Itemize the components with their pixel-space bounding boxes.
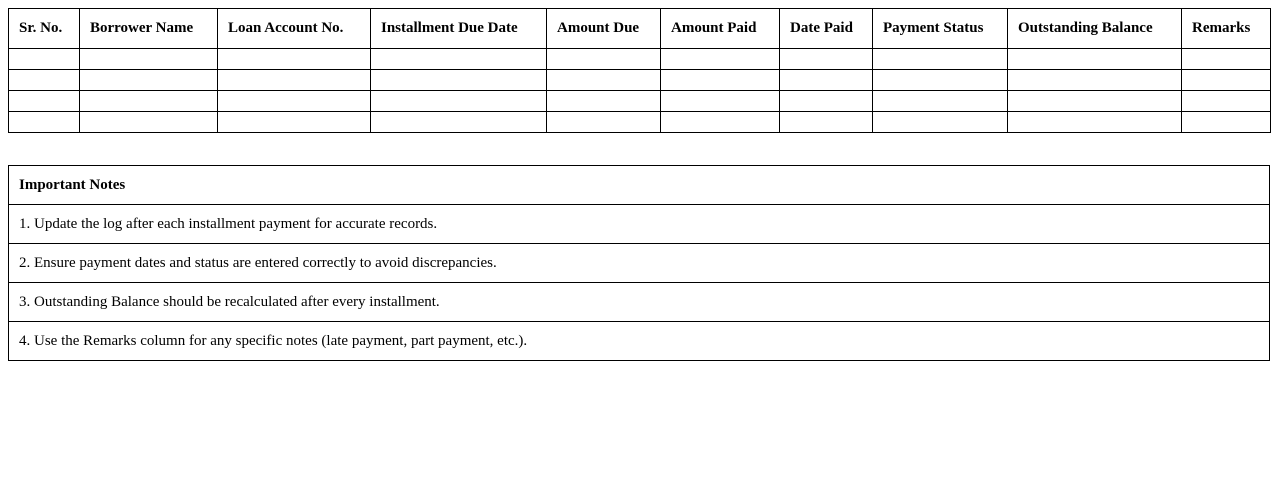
table-cell[interactable] <box>9 49 80 70</box>
installment-log-table <box>8 8 1271 133</box>
table-cell[interactable] <box>661 91 780 112</box>
table-cell[interactable] <box>80 91 218 112</box>
notes-title: Important Notes <box>9 166 1270 205</box>
note-row <box>9 244 1270 283</box>
header-sr-no: Sr. No. <box>9 9 80 49</box>
note-row <box>9 205 1270 244</box>
note-row <box>9 322 1270 361</box>
header-outstanding-balance: Outstanding Balance <box>1008 9 1182 49</box>
table-cell[interactable] <box>873 70 1008 91</box>
table-row <box>9 91 1271 112</box>
table-cell[interactable] <box>80 70 218 91</box>
table-cell[interactable] <box>547 70 661 91</box>
table-cell[interactable] <box>1182 112 1271 133</box>
note-item: 3. Outstanding Balance should be recalculated after every installment. <box>9 283 1270 322</box>
note-item: 2. Ensure payment dates and status are entered correctly to avoid discrepancies. <box>9 244 1270 283</box>
table-cell[interactable] <box>873 49 1008 70</box>
table-cell[interactable] <box>371 91 547 112</box>
important-notes-table <box>8 165 1270 361</box>
table-cell[interactable] <box>1008 49 1182 70</box>
table-cell[interactable] <box>547 91 661 112</box>
table-cell[interactable] <box>218 112 371 133</box>
header-loan-account-no: Loan Account No. <box>218 9 371 49</box>
table-cell[interactable] <box>1008 112 1182 133</box>
header-remarks: Remarks <box>1182 9 1271 49</box>
table-cell[interactable] <box>1008 70 1182 91</box>
header-payment-status: Payment Status <box>873 9 1008 49</box>
header-date-paid: Date Paid <box>780 9 873 49</box>
table-cell[interactable] <box>9 112 80 133</box>
table-cell[interactable] <box>80 49 218 70</box>
table-cell[interactable] <box>780 49 873 70</box>
table-cell[interactable] <box>780 91 873 112</box>
header-borrower-name: Borrower Name <box>80 9 218 49</box>
note-item: 4. Use the Remarks column for any specific notes (late payment, part payment, etc.). <box>9 322 1270 361</box>
table-cell[interactable] <box>1182 49 1271 70</box>
table-cell[interactable] <box>218 49 371 70</box>
header-row <box>9 9 1271 49</box>
table-cell[interactable] <box>780 112 873 133</box>
table-cell[interactable] <box>218 91 371 112</box>
note-item: 1. Update the log after each installment payment for accurate records. <box>9 205 1270 244</box>
table-cell[interactable] <box>780 70 873 91</box>
table-cell[interactable] <box>371 112 547 133</box>
header-installment-due-date: Installment Due Date <box>371 9 547 49</box>
table-cell[interactable] <box>371 70 547 91</box>
table-cell[interactable] <box>873 91 1008 112</box>
table-cell[interactable] <box>661 49 780 70</box>
table-cell[interactable] <box>661 70 780 91</box>
table-row <box>9 70 1271 91</box>
table-cell[interactable] <box>547 49 661 70</box>
table-cell[interactable] <box>661 112 780 133</box>
table-cell[interactable] <box>1182 91 1271 112</box>
table-cell[interactable] <box>218 70 371 91</box>
table-cell[interactable] <box>9 70 80 91</box>
table-row <box>9 112 1271 133</box>
table-cell[interactable] <box>1008 91 1182 112</box>
header-amount-paid: Amount Paid <box>661 9 780 49</box>
table-row <box>9 49 1271 70</box>
header-amount-due: Amount Due <box>547 9 661 49</box>
table-cell[interactable] <box>873 112 1008 133</box>
table-cell[interactable] <box>1182 70 1271 91</box>
table-cell[interactable] <box>371 49 547 70</box>
table-cell[interactable] <box>547 112 661 133</box>
note-row <box>9 283 1270 322</box>
table-cell[interactable] <box>80 112 218 133</box>
table-cell[interactable] <box>9 91 80 112</box>
notes-title-row <box>9 166 1270 205</box>
